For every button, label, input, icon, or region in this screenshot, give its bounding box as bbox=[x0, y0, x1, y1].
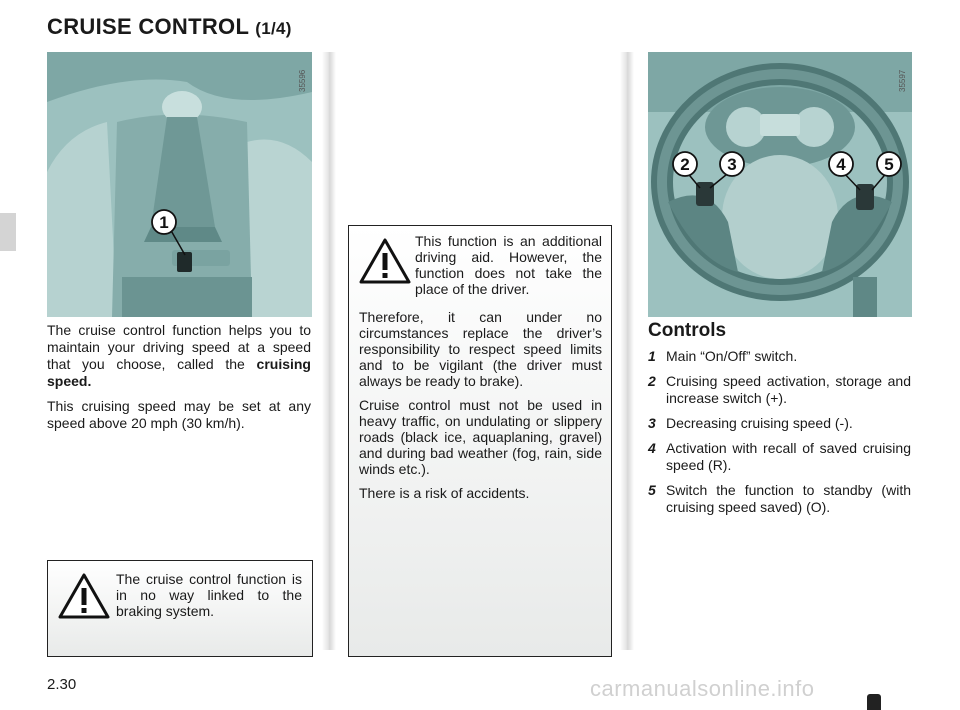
control-number: 1 bbox=[648, 348, 656, 364]
control-text: Cruising speed activation, storage and increase switch (+). bbox=[666, 373, 911, 406]
control-item bbox=[648, 348, 911, 365]
braking-warning-box bbox=[47, 560, 313, 657]
driving-aid-paragraph-2: Cruise control must not be used in heavy traffic, on undulating or slippery roads (black ice, aquaplaning, gravel) and during bad weather (fog, rain, side winds etc.). bbox=[359, 397, 602, 477]
watermark: carmanualsonline.info bbox=[590, 676, 815, 701]
photo-id-left: 35596 bbox=[298, 69, 307, 92]
driving-aid-warning-box bbox=[348, 225, 612, 657]
driving-aid-paragraph-3: There is a risk of accidents. bbox=[359, 485, 530, 501]
steering-wheel-photo bbox=[648, 52, 912, 317]
intro-paragraph-2: This cruising speed may be set at any speed above 20 mph (30 km/h). bbox=[47, 398, 311, 431]
page-number: 2.30 bbox=[47, 676, 77, 693]
console-photo bbox=[47, 52, 312, 317]
controls-list bbox=[648, 348, 911, 524]
driving-aid-lead: This function is an additional driving aid. However, the function does not take the place of the driver. bbox=[415, 233, 602, 297]
control-number: 2 bbox=[648, 373, 656, 389]
page-title bbox=[47, 14, 292, 40]
intro-text bbox=[47, 322, 311, 440]
steering-wheel-illustration bbox=[648, 52, 912, 317]
control-text: Switch the function to standby (with cruising speed saved) (O). bbox=[666, 482, 911, 515]
controls-heading: Controls bbox=[648, 320, 727, 341]
page-title-sub: (1/4) bbox=[255, 19, 292, 38]
control-text: Decreasing cruising speed (-). bbox=[666, 415, 853, 431]
photo-id-right: 35597 bbox=[898, 69, 907, 92]
page-title-main: CRUISE CONTROL bbox=[47, 14, 249, 39]
driving-aid-body bbox=[359, 309, 602, 509]
section-tab bbox=[0, 213, 16, 251]
warning-icon bbox=[359, 238, 411, 284]
control-number: 3 bbox=[648, 415, 656, 431]
callout-1: 1 bbox=[159, 213, 169, 232]
control-item bbox=[648, 440, 911, 474]
callout-2: 2 bbox=[680, 155, 690, 174]
control-number: 4 bbox=[648, 440, 656, 456]
column-divider-left bbox=[322, 52, 336, 650]
control-item bbox=[648, 482, 911, 516]
warning-icon bbox=[58, 573, 110, 619]
control-number: 5 bbox=[648, 482, 656, 498]
corner-mark bbox=[867, 694, 881, 710]
cruising-speed-term: cruising speed. bbox=[47, 356, 311, 389]
driving-aid-paragraph-1: Therefore, it can under no circumstances replace the driver’s responsibility to respect speed limits and to be vigilant (the driver must always be ready to brake). bbox=[359, 309, 602, 389]
intro-paragraph-1: The cruise control function helps you to maintain your driving speed at a speed that you choose, called the cruising speed. bbox=[47, 322, 311, 389]
braking-warning-text: The cruise control function is in no way linked to the braking system. bbox=[116, 571, 302, 619]
callout-3: 3 bbox=[727, 155, 737, 174]
control-text: Main “On/Off” switch. bbox=[666, 348, 798, 364]
callout-5: 5 bbox=[884, 155, 894, 174]
callout-4: 4 bbox=[836, 155, 846, 174]
console-illustration bbox=[47, 52, 312, 317]
control-item bbox=[648, 415, 911, 432]
control-text: Activation with recall of saved cruising speed (R). bbox=[666, 440, 911, 473]
control-item bbox=[648, 373, 911, 407]
column-divider-right bbox=[620, 52, 634, 650]
